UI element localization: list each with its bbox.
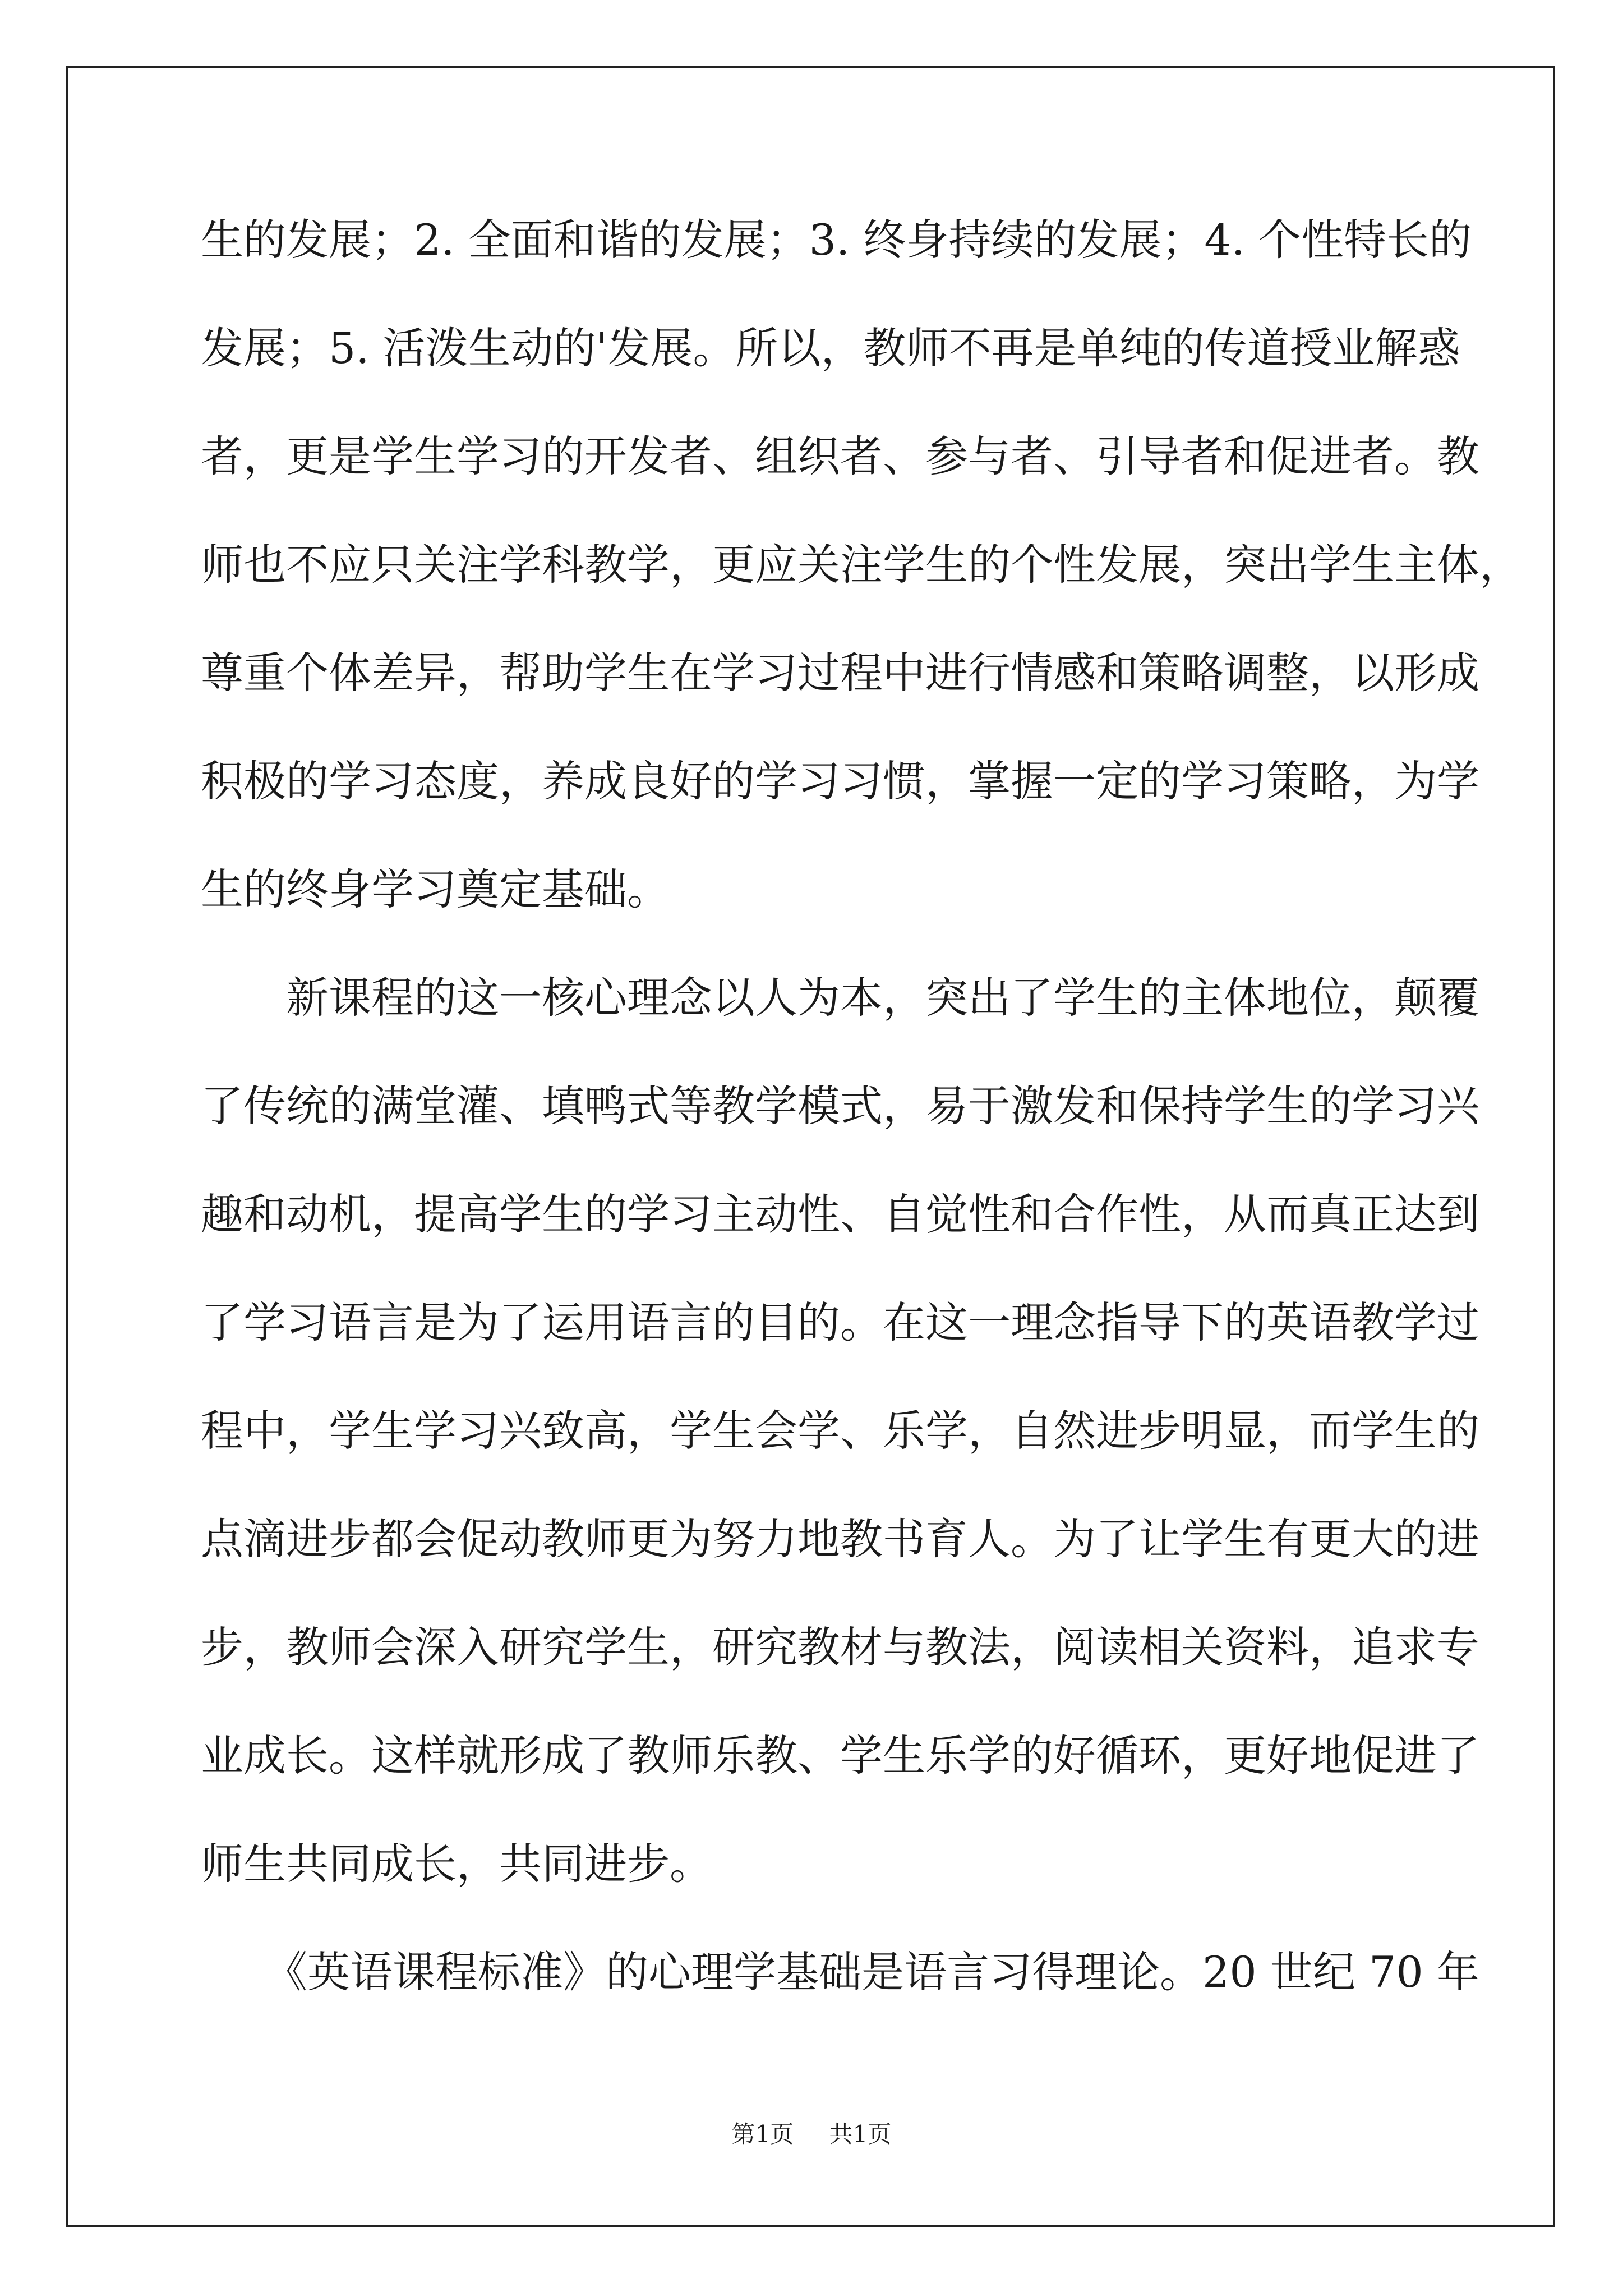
text-line: 师生共同成长，共同进步。 [201,1839,712,1889]
text-line: 了传统的满堂灌、填鸭式等教学模式，易于激发和保持学生的学习兴 [201,1081,1479,1131]
text-line: 《英语课程标准》的心理学基础是语言习得理论。20 世纪 70 年 [201,1947,1479,1997]
text-line: 尊重个体差异，帮助学生在学习过程中进行情感和策略调整，以形成 [201,648,1479,698]
text-line: 生的发展；2. 全面和谐的发展；3. 终身持续的发展；4. 个性特长的 [201,215,1472,265]
text-line: 发展；5. 活泼生动的'发展。所以，教师不再是单纯的传道授业解惑 [201,323,1460,373]
text-line: 了学习语言是为了运用语言的目的。在这一理念指导下的英语教学过 [201,1297,1479,1347]
text-line: 趣和动机，提高学生的学习主动性、自觉性和合作性，从而真正达到 [201,1189,1479,1239]
page-number: 第1页 [731,2120,794,2148]
page-border [66,66,1555,2227]
page-footer [0,2118,1623,2151]
text-line: 步，教师会深入研究学生，研究教材与教法，阅读相关资料，追求专 [201,1622,1479,1672]
text-line: 生的终身学习奠定基础。 [201,864,670,914]
text-line: 积极的学习态度，养成良好的学习习惯，掌握一定的学习策略，为学 [201,756,1479,806]
text-line: 业成长。这样就形成了教师乐教、学生乐学的好循环，更好地促进了 [201,1731,1479,1780]
page-total: 共1页 [829,2120,892,2148]
text-line: 者，更是学生学习的开发者、组织者、参与者、引导者和促进者。教 [201,431,1479,481]
text-line: 程中，学生学习兴致高，学生会学、乐学，自然进步明显，而学生的 [201,1406,1479,1456]
text-line: 师也不应只关注学科教学，更应关注学生的个性发展，突出学生主体， [201,540,1522,590]
text-line: 点滴进步都会促动教师更为努力地教书育人。为了让学生有更大的进 [201,1514,1479,1564]
text-line: 新课程的这一核心理念以人为本，突出了学生的主体地位，颠覆 [201,973,1479,1023]
